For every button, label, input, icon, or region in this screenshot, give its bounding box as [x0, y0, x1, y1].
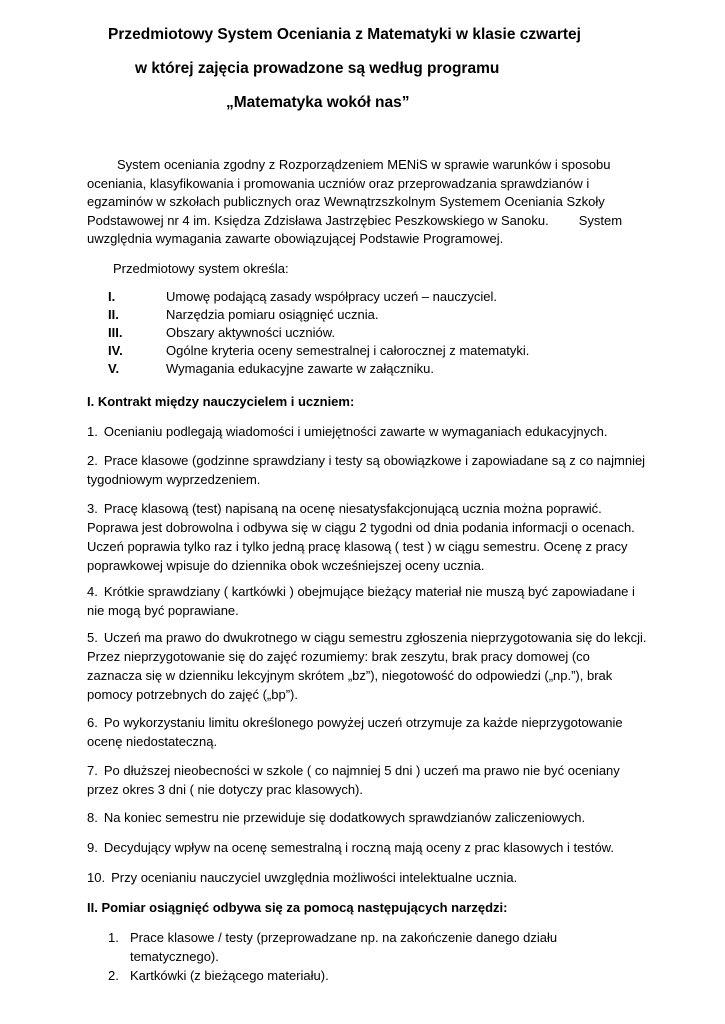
title-line-1: Przedmiotowy System Oceniania z Matematyki w klasie czwartej: [108, 26, 581, 43]
contract-item: [87, 582, 647, 620]
list-item: [108, 306, 529, 324]
list-item: [108, 342, 529, 360]
item-number: 2.: [87, 453, 98, 468]
item-text: Uczeń ma prawo do dwukrotnego w ciągu semestru zgłoszenia nieprzygotowania się do lekcji. Przez nieprzygotowanie się do zajęć rozumiemy: brak zeszytu, brak pracy domowej (co zaznacza się w dzienniku lekcyjnym skrótem „bz”), niegotowość do odpowiedzi („np.”), brak pomocy potrzebnych do zajęć („bp”).: [87, 630, 647, 702]
section-1-heading: I. Kontrakt między nauczycielem i uczniem:: [87, 394, 355, 409]
item-number: 6.: [87, 715, 98, 730]
list-text: Obszary aktywności uczniów.: [166, 325, 336, 340]
item-number: 3.: [87, 501, 98, 516]
item-text: Decydujący wpływ na ocenę semestralną i roczną mają oceny z prac klasowych i testów.: [103, 840, 614, 855]
item-number: 7.: [87, 763, 98, 778]
list-number: III.: [108, 325, 123, 340]
list-text: Ogólne kryteria oceny semestralnej i całorocznej z matematyki.: [166, 343, 530, 358]
item-number: 10.: [87, 870, 106, 885]
list-text: Prace klasowe / testy (przeprowadzane np. na zakończenie danego działu tematycznego).: [130, 930, 558, 964]
item-number: 4.: [87, 584, 98, 599]
item-number: 9.: [87, 840, 98, 855]
list-number: IV.: [108, 343, 123, 358]
item-text: Na koniec semestru nie przewiduje się dodatkowych sprawdzianów zaliczeniowych.: [103, 810, 586, 825]
title-line-2: w której zajęcia prowadzone są według programu: [135, 60, 500, 77]
tools-list: [108, 928, 648, 985]
list-text: Wymagania edukacyjne zawarte w załączniku.: [166, 361, 434, 376]
list-number: V.: [108, 361, 120, 376]
list-number: I.: [108, 289, 116, 304]
item-text: Przy ocenianiu nauczyciel uwzględnia możliwości intelektualne ucznia.: [111, 870, 518, 885]
item-text: Po wykorzystaniu limitu określonego powyżej uczeń otrzymuje za każde nieprzygotowanie ocenę niedostateczną.: [87, 715, 623, 749]
list-text: Kartkówki (z bieżącego materiału).: [130, 968, 329, 983]
list-item: [108, 288, 529, 306]
intro-text: System oceniania zgodny z Rozporządzeniem MENiS w sprawie warunków i sposobu oceniania, klasyfikowania i promowania uczniów oraz przeprowadzania sprawdzianów i egzaminów w szkołach publicznych oraz Wewnątrzszkolnym Systemem Oceniania Szkoły Podstawowej nr 4 im. Księdza Zdzisława Jastrzębiec Peszkowskiego w Sanoku.: [87, 157, 611, 228]
list-item: [108, 966, 648, 985]
list-number: 2.: [108, 968, 119, 983]
intro-paragraph: [87, 156, 647, 249]
item-text: Ocenianiu podlegają wiadomości i umiejętności zawarte w wymaganiach edukacyjnych.: [103, 424, 608, 439]
item-number: 8.: [87, 810, 98, 825]
contract-item: [87, 422, 647, 441]
list-number: II.: [108, 307, 119, 322]
contract-item: [87, 761, 647, 799]
title-line-3: „Matematyka wokół nas”: [226, 94, 410, 111]
contract-item: [87, 838, 647, 857]
list-item: [108, 928, 648, 966]
item-text: Krótkie sprawdziany ( kartkówki ) obejmujące bieżący materiał nie muszą być zapowiadane i nie mogą być poprawiane.: [87, 584, 635, 618]
list-text: Narzędzia pomiaru osiągnięć ucznia.: [166, 307, 379, 322]
item-number: 5.: [87, 630, 98, 645]
list-text: Umowę podającą zasady współpracy uczeń – nauczyciel.: [166, 289, 497, 304]
list-item: [108, 360, 529, 378]
contract-item: [87, 868, 647, 887]
contract-item: [87, 713, 647, 751]
list-item: [108, 324, 529, 342]
item-text: Po dłuższej nieobecności w szkole ( co najmniej 5 dni ) uczeń ma prawo nie być oceniany przez okres 3 dni ( nie dotyczy prac klasowych).: [87, 763, 620, 797]
contract-item: [87, 451, 647, 489]
item-number: 1.: [87, 424, 98, 439]
contract-item: [87, 499, 647, 575]
lead-text: Przedmiotowy system określa:: [113, 261, 289, 276]
section-2-heading: II. Pomiar osiągnięć odbywa się za pomocą następujących narzędzi:: [87, 900, 508, 915]
item-text: Pracę klasową (test) napisaną na ocenę niesatysfakcjonującą ucznia można poprawić. Poprawa jest dobrowolna i odbywa się w ciągu 2 tygodni od dnia podania informacji o ocenach. Uczeń poprawia tylko raz i tylko jedną pracę klasową ( test ) w ciągu semestru. Ocenę z pracy poprawkowej wpisuje do dziennika obok wcześniejszej oceny ucznia.: [87, 501, 635, 573]
intro-tail: System uwzględnia wymagania zawarte obowiązującej Podstawie Programowej.: [87, 212, 623, 246]
item-text: Prace klasowe (godzinne sprawdziany i testy są obowiązkowe i zapowiadane są z co najmniej tygodniowym wyprzedzeniem.: [87, 453, 646, 487]
contract-item: [87, 808, 647, 827]
list-number: 1.: [108, 930, 119, 945]
roman-list: [108, 288, 529, 378]
contract-item: [87, 628, 647, 704]
